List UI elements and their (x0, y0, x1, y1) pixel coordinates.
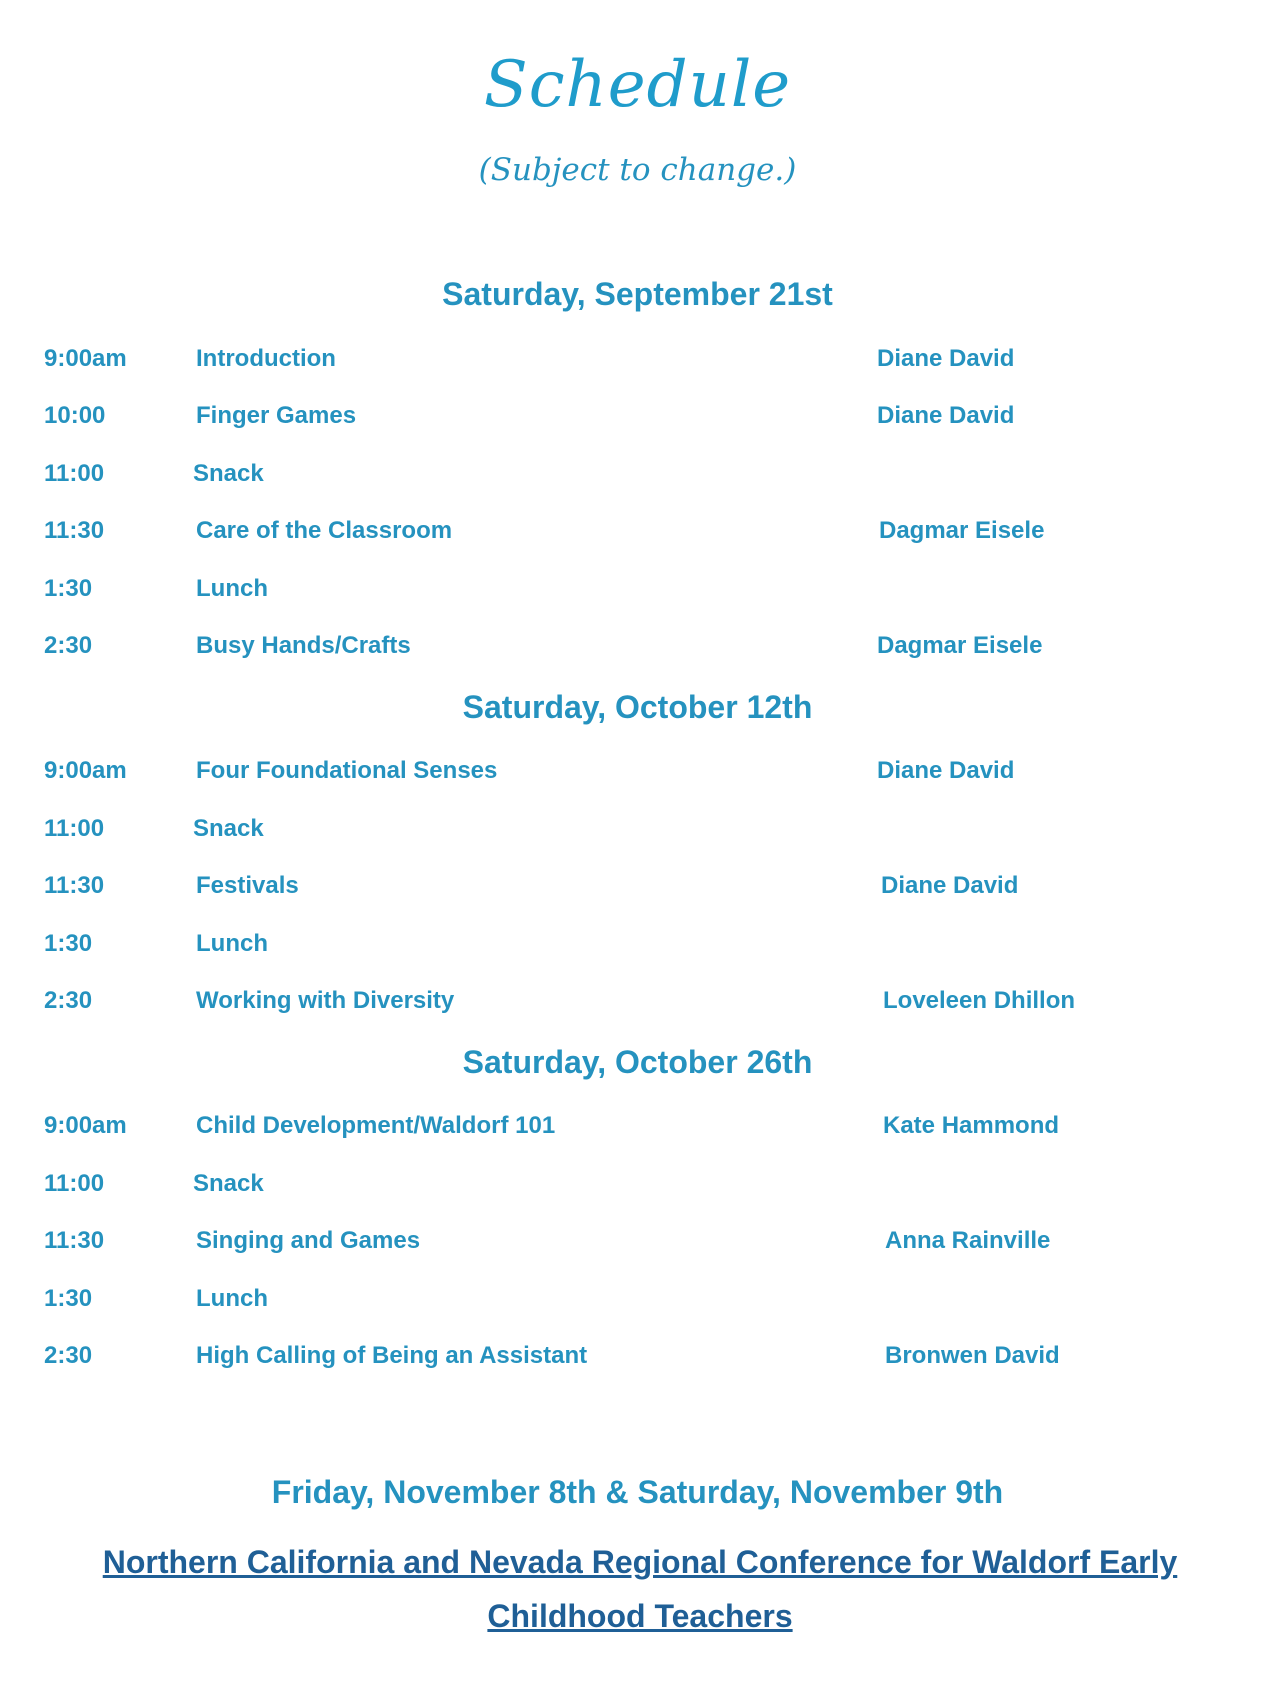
session-topic: Care of the Classroom (196, 517, 453, 544)
session-row (0, 872, 1275, 912)
session-time: 11:00 (44, 460, 105, 487)
session-topic: Working with Diversity (196, 987, 455, 1014)
day-heading: Saturday, October 12th (462, 689, 813, 725)
session-topic: High Calling of Being an Assistant (196, 1342, 588, 1369)
session-time: 1:30 (44, 1285, 93, 1312)
session-time: 2:30 (44, 1342, 93, 1369)
session-row (0, 1285, 1275, 1325)
session-row (0, 987, 1275, 1027)
session-row (0, 632, 1275, 672)
session-time: 9:00am (44, 345, 127, 372)
session-row (0, 1227, 1275, 1267)
session-presenter: Diane David (877, 345, 1015, 372)
session-time: 11:00 (44, 815, 105, 842)
session-row (0, 1170, 1275, 1210)
session-topic: Lunch (196, 930, 268, 957)
session-time: 11:30 (44, 872, 105, 899)
session-time: 10:00 (44, 402, 106, 429)
session-topic: Snack (193, 460, 264, 487)
session-time: 9:00am (44, 1112, 127, 1139)
session-presenter: Loveleen Dhillon (883, 987, 1076, 1014)
session-presenter: Anna Rainville (885, 1227, 1051, 1254)
session-presenter: Dagmar Eisele (877, 632, 1043, 659)
conference-dates: Friday, November 8th & Saturday, November 9th (271, 1474, 1004, 1510)
session-topic: Busy Hands/Crafts (196, 632, 411, 659)
session-topic: Singing and Games (196, 1227, 421, 1254)
schedule-title: Schedule (483, 48, 792, 122)
day-heading: Saturday, September 21st (442, 276, 833, 312)
session-topic: Lunch (196, 575, 268, 602)
session-presenter: Diane David (877, 757, 1015, 784)
session-presenter: Dagmar Eisele (879, 517, 1045, 544)
session-row (0, 402, 1275, 442)
session-row (0, 517, 1275, 557)
session-topic: Snack (193, 1170, 264, 1197)
session-topic: Lunch (196, 1285, 268, 1312)
session-topic: Child Development/Waldorf 101 (196, 1112, 556, 1139)
session-time: 11:00 (44, 1170, 105, 1197)
session-presenter: Kate Hammond (883, 1112, 1060, 1139)
session-row (0, 1112, 1275, 1152)
session-time: 11:30 (44, 517, 105, 544)
session-presenter: Diane David (881, 872, 1019, 899)
session-row (0, 757, 1275, 797)
schedule-subtitle: (Subject to change.) (478, 152, 797, 188)
session-row (0, 575, 1275, 615)
session-row (0, 930, 1275, 970)
session-presenter: Diane David (877, 402, 1015, 429)
session-topic: Introduction (196, 345, 336, 372)
session-topic: Finger Games (196, 402, 357, 429)
session-topic: Festivals (196, 872, 299, 899)
conference-title-link[interactable]: Northern California and Nevada Regional Conference for Waldorf Early Childhood Teachers (102, 1544, 1178, 1634)
session-topic: Snack (193, 815, 264, 842)
session-row (0, 815, 1275, 855)
day-heading: Saturday, October 26th (462, 1044, 813, 1080)
session-presenter: Bronwen David (885, 1342, 1060, 1369)
session-time: 1:30 (44, 930, 93, 957)
session-time: 2:30 (44, 632, 93, 659)
session-time: 9:00am (44, 757, 127, 784)
session-time: 1:30 (44, 575, 93, 602)
session-topic: Four Foundational Senses (196, 757, 498, 784)
session-row (0, 460, 1275, 500)
session-time: 2:30 (44, 987, 93, 1014)
session-time: 11:30 (44, 1227, 105, 1254)
session-row (0, 1342, 1275, 1382)
session-row (0, 345, 1275, 385)
